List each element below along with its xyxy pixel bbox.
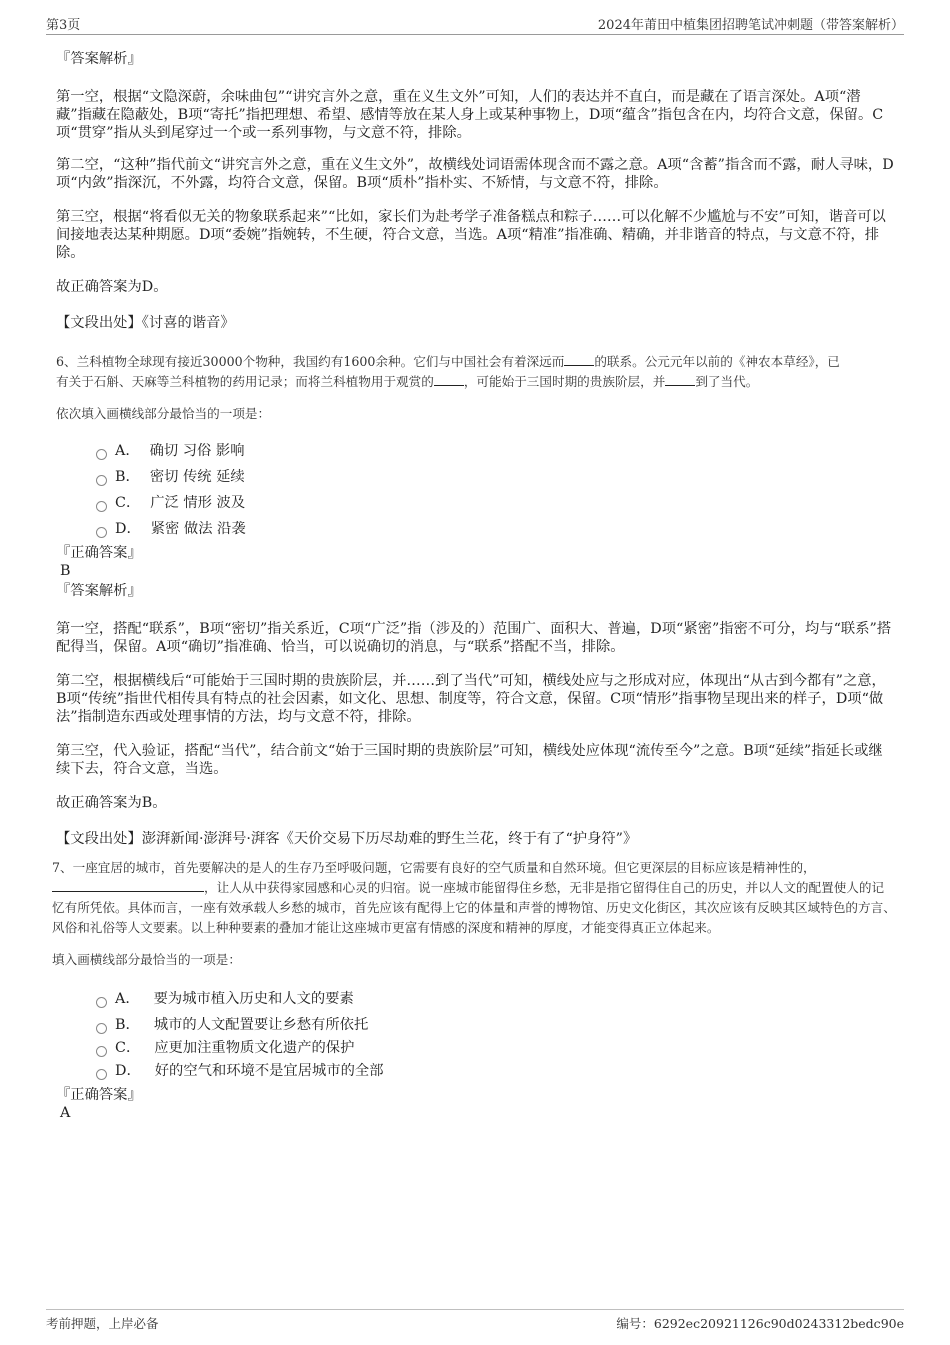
q5-analysis-label: 『答案解析』 [56, 51, 142, 67]
q6-source: 【文段出处】澎湃新闻·澎湃号·湃客《天价交易下历尽劫难的野生兰花，终于有了“护身符”》 [56, 831, 638, 847]
q7-prompt: 填入画横线部分最恰当的一项是： [52, 952, 241, 967]
footer-slogan: 考前押题，上岸必备 [46, 1316, 159, 1331]
q7-answer: A [60, 1105, 71, 1121]
radio-icon[interactable] [96, 1069, 107, 1080]
q6-option-c[interactable]: C． 广泛 情形 波及 [96, 490, 896, 516]
q6-options [96, 438, 896, 542]
radio-icon[interactable] [96, 1046, 107, 1057]
radio-icon[interactable] [96, 475, 107, 486]
radio-icon[interactable] [96, 1023, 107, 1034]
q7-option-c[interactable]: C． 应更加注重物质文化遗产的保护 [96, 1038, 896, 1058]
radio-icon[interactable] [96, 997, 107, 1008]
page-content [52, 44, 896, 1122]
q5-analysis-para1: 第一空，根据“文隐深蔚，余味曲包”“讲究言外之意，重在义生文外”可知，人们的表达并不直白，而是藏在了语言深处。A项“潜藏”指藏在隐蔽处，B项“寄托”指把理想、希望、感情等放在某人身上或某种事物上，D项“蕴含”指包含在内，均符合文意，保留。C项“贯穿”指从头到尾穿过一个或一系列事物，与文意不符，排除。 [56, 89, 884, 141]
q6-option-a[interactable]: A． 确切 习俗 影响 [96, 438, 896, 464]
q5-conclusion: 故正确答案为D。 [56, 279, 168, 295]
q7-option-d[interactable]: D． 好的空气和环境不是宜居城市的全部 [96, 1058, 896, 1084]
document-title: 2024年莆田中植集团招聘笔试冲刺题（带答案解析） [597, 18, 904, 33]
q6-blank-3 [665, 373, 695, 386]
q6-conclusion: 故正确答案为B。 [56, 795, 167, 811]
q5-analysis-para3: 第三空，根据“将看似无关的物象联系起来”“比如，家长们为赴考学子准备糕点和粽子……可以化解不少尴尬与不安”可知，谐音可以间接地表达某种期愿。D项“委婉”指婉转，不生硬，符合文意，当选。A项“精准”指准确、精确，并非谐音的特点，与文意不符，排除。 [56, 209, 886, 261]
radio-icon[interactable] [96, 527, 107, 538]
q6-analysis-label: 『答案解析』 [56, 583, 142, 599]
q7-blank [52, 879, 204, 892]
page-footer [46, 1309, 904, 1332]
q7-options [96, 986, 896, 1084]
q6-analysis-para2: 第二空，根据横线后“可能始于三国时期的贵族阶层，并……到了当代”可知，横线处应与之形成对应，体现出“从古到今都有”之意，B项“传统”指世代相传具有特点的社会因素，如文化、思想、制度等，符合文意，保留。C项“情形”指事物呈现出来的样子，D项“做法”指制造东西或处理事情的方法，均与文意不符，排除。 [56, 673, 886, 725]
q7-answer-label: 『正确答案』 [56, 1087, 142, 1103]
q6-analysis-para1: 第一空，搭配“联系”，B项“密切”指关系近，C项“广泛”指（涉及的）范围广、面积大、普遍，D项“紧密”指密不可分，均与“联系”搭配得当，保留。A项“确切”指准确、恰当，可以说确切的消息，与“联系”搭配不当，排除。 [56, 621, 892, 655]
q6-blank-1 [564, 353, 594, 366]
q5-source: 【文段出处】《讨喜的谐音》 [56, 315, 235, 331]
q6-option-b[interactable]: B． 密切 传统 延续 [96, 464, 896, 490]
page-header [46, 14, 904, 35]
q7-option-a[interactable]: A． 要为城市植入历史和人文的要素 [96, 986, 896, 1012]
radio-icon[interactable] [96, 449, 107, 460]
q6-analysis-para3: 第三空，代入验证，搭配“当代”，结合前文“始于三国时期的贵族阶层”可知，横线处应体现“流传至今”之意。B项“延续”指延长或继续下去，符合文意，当选。 [56, 743, 883, 777]
q6-answer-label: 『正确答案』 [56, 545, 142, 561]
q7-stem: 7、一座宜居的城市，首先要解决的是人的生存乃至呼吸问题，它需要有良好的空气质量和自然环境。但它更深层的目标应该是精神性的， ，让人从中获得家园感和心灵的归宿。说一座城市能留得住乡愁，无非是指它留得住自己的历史，并以人文的配置使人的记忆有所凭依。具体而言，一座有效承载人乡愁的城市，首先应该有配得上它的体量和声誉的博物馆、历史文化街区，其次应该有反映其区域特色的方言、风俗和礼俗等人文要素。以上种种要素的叠加才能让这座城市更富有情感的深度和精神的厚度，才能变得真正立体起来。 [52, 860, 896, 935]
radio-icon[interactable] [96, 501, 107, 512]
q7-option-b[interactable]: B． 城市的人文配置要让乡愁有所依托 [96, 1012, 896, 1038]
document-id: 编号：6292ec20921126c90d0243312bedc90e [616, 1316, 904, 1331]
page-number: 第3页 [46, 18, 81, 33]
q6-answer: B [60, 563, 71, 579]
q6-option-d[interactable]: D． 紧密 做法 沿袭 [96, 516, 896, 542]
q5-analysis-para2: 第二空，“这种”指代前文“讲究言外之意，重在义生文外”，故横线处词语需体现含而不露之意。A项“含蓄”指含而不露，耐人寻味，D项“内敛”指深沉，不外露，均符合文意，保留。B项“质朴”指朴实、不矫情，与文意不符，排除。 [56, 157, 894, 191]
q6-prompt: 依次填入画横线部分最恰当的一项是： [56, 406, 271, 421]
q6-blank-2 [434, 373, 464, 386]
q6-stem: 6、兰科植物全球现有接近30000个物种，我国约有1600余种。它们与中国社会有着深远而 的联系。公元元年以前的《神农本草经》，已 有关于石斛、天麻等兰科植物的药用记录；而将兰科植物用于观赏的 ，可能始于三国时期的贵族阶层，并 到了当代。 [56, 354, 840, 389]
